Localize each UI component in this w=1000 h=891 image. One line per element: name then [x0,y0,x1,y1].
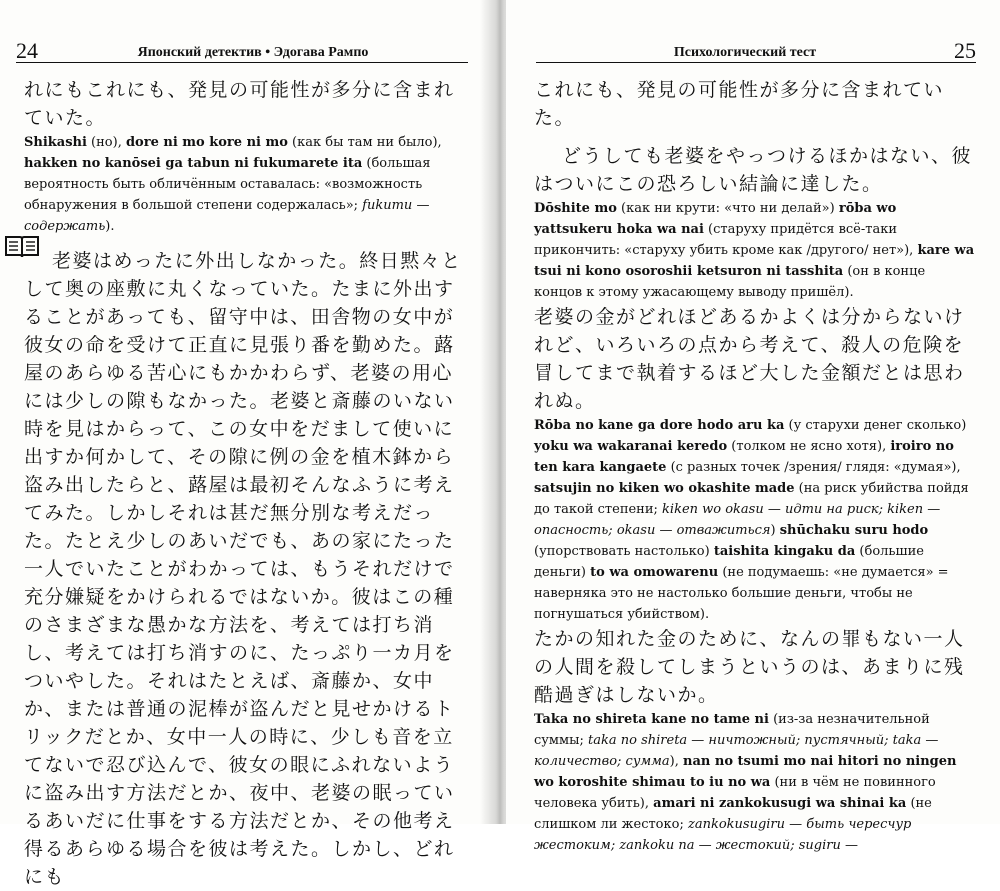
italic-note: zankokusugiru — быть чересчур жестоким; zankoku na — жестокий; sugiru — [534,817,912,853]
romaji-term: Rōba no kane ga dore hodo aru ka [534,418,785,433]
romaji-term: Shikashi [24,135,87,150]
right-page-header [536,34,976,63]
gloss-text: (как ни крути: «что ни делай») [616,201,839,216]
romaji-term: rōba wo yattsukeru hoka wa nai [534,201,897,237]
gloss-text: (из-за незначительной суммы; [534,712,930,748]
left-para1-japanese: れにもこれにも、発見の可能性が多分に含まれていた。 [24,79,455,129]
gloss-text: ) [770,523,780,538]
right-para1-japanese: これにも、発見の可能性が多分に含まれていた。 [534,79,945,129]
left-page-header [16,34,468,63]
romaji-term: kare wa tsui ni kono osoroshii ketsuron ni tasshita [534,243,975,279]
italic-note: fukumu — содержать [24,198,430,234]
romaji-term: Taka no shireta kane no tame ni [534,712,769,727]
gloss-text: (с разных точек /зрения/ глядя: «думая»), [666,460,961,475]
gloss-text: (упорствовать настолько) [534,544,714,559]
right-page [506,0,1000,853]
gloss-text: (на риск убийства пойдя до такой степени; [534,481,969,517]
gloss-text: (он в конце концов к этому ужасающему выводу пришёл). [534,264,926,300]
romaji-term: Dōshite mo [534,201,617,216]
left-page-body [24,76,468,891]
gloss-text: (но), [86,135,126,150]
right-page-number: 25 [954,38,976,63]
gloss-text: (большие деньги) [534,544,924,580]
romaji-term: shūchaku suru hodo [779,523,929,538]
romaji-term: yoku wa wakaranai keredo [534,439,728,454]
left-para2-japanese: 老婆はめったに外出しなかった。終日黙々として奥の座敷に丸くなっていた。たまに外出することがあっても、留守中は、田舎物の女中が彼女の命を受けて正直に見張り番を勤めた。蕗屋のあらゆる苦心にもかかわらず、老婆の用心には少しの隙もなかった。老婆と斎藤のいない時を見はからって、この女中をだまして使いに出すか何かして、その隙に例の金を植木鉢から盗み出したらと、蕗屋は最初そんなふうに考えてみた。しかしそれは甚だ無分別な考えだった。たとえ少しのあいだでも、あの家にたった一人でいたことがわかっては、もうそれだけで充分嫌疑をかけられるではないか。彼はこの種のさまざまな愚かな方法を、考えては打ち消し、考えては打ち消すのに、たっぷり一カ月をついやした。それはたとえば、斎藤か、女中か、または普通の泥棒が盗んだと見せかけるトリックだとか、女中一人の時に、少しも音を立てないで忍び込んで、彼女の眼にふれないように盗み出す方法だとか、夜中、老婆の眠っているあいだに仕事をする方法だとか、その他考え得るあらゆる場合を彼は考えた。しかし、どれにも [24,250,462,888]
romaji-term: to wa omowarenu [590,565,719,580]
gloss-text: (толком не ясно хотя), [727,439,891,454]
italic-note: kiken wo okasu — идти на риск; kiken — опасность; okasu — отважиться [534,502,941,538]
romaji-term: amari ni zankokusugi wa shinai ka [653,796,907,811]
right-para2-gloss [534,198,976,303]
italic-note: taka no shireta — ничтожный; пустячный; taka — количество; сумма [534,733,939,769]
left-page [0,0,494,888]
gloss-text: (у старухи денег сколько) [784,418,967,433]
right-page-body [534,76,976,856]
romaji-term: iroiro no ten kara kangaete [534,439,954,475]
right-running-title: Психологический тест [673,45,817,60]
gloss-text: (большая вероятность быть обличённым оставалась: «возможность обнаружения в большой степени содержалась»; [24,156,431,213]
left-para1-gloss [24,132,468,237]
left-running-title: Японский детектив • Эдогава Рампо [137,45,369,60]
right-para2-japanese-2: 老婆の金がどれほどあるかよくは分からないけれど、いろいろの点から考えて、殺人の危険を冒してまで執着するほど大した金額だとは思われぬ。 [534,306,965,412]
right-para2-gloss-2 [534,415,976,625]
romaji-term: dore ni mo kore ni mo [125,135,288,150]
romaji-term: hakken no kanōsei ga tabun ni fukumarete ita [24,156,363,171]
gloss-text: (не слишком ли жестоко; [534,796,932,832]
gloss-text: (старуху придётся всё-таки прикончить: «старуху убить кроме как /другого/ нет»), [534,222,918,258]
gloss-text: (как бы там ни было), [287,135,442,150]
right-para2-japanese-3: たかの知れた金のために、なんの罪もない一人の人間を殺してしまうというのは、あまりに残酷過ぎはしないか。 [534,628,965,706]
gloss-text: ), [669,754,684,769]
gloss-text: (не подумаешь: «не думается» = наверняка это не настолько большие деньги, чтобы не погнушаться убийством). [534,565,949,622]
open-book-icon [4,234,40,260]
romaji-term: satsujin no kiken wo okashite made [534,481,795,496]
romaji-term: taishita kingaku da [713,544,856,559]
gloss-text: (ни в чём не повинного человека убить), [534,775,936,811]
left-page-number: 24 [16,38,38,63]
right-para2-gloss-3 [534,709,976,856]
romaji-term: nan no tsumi mo nai hitori no ningen wo koroshite shimau to iu no wa [534,754,957,790]
right-para2-japanese: どうしても老婆をやっつけるほかはない、彼はついにこの恐ろしい結論に達した。 [534,145,973,195]
gloss-text: ). [105,219,115,234]
